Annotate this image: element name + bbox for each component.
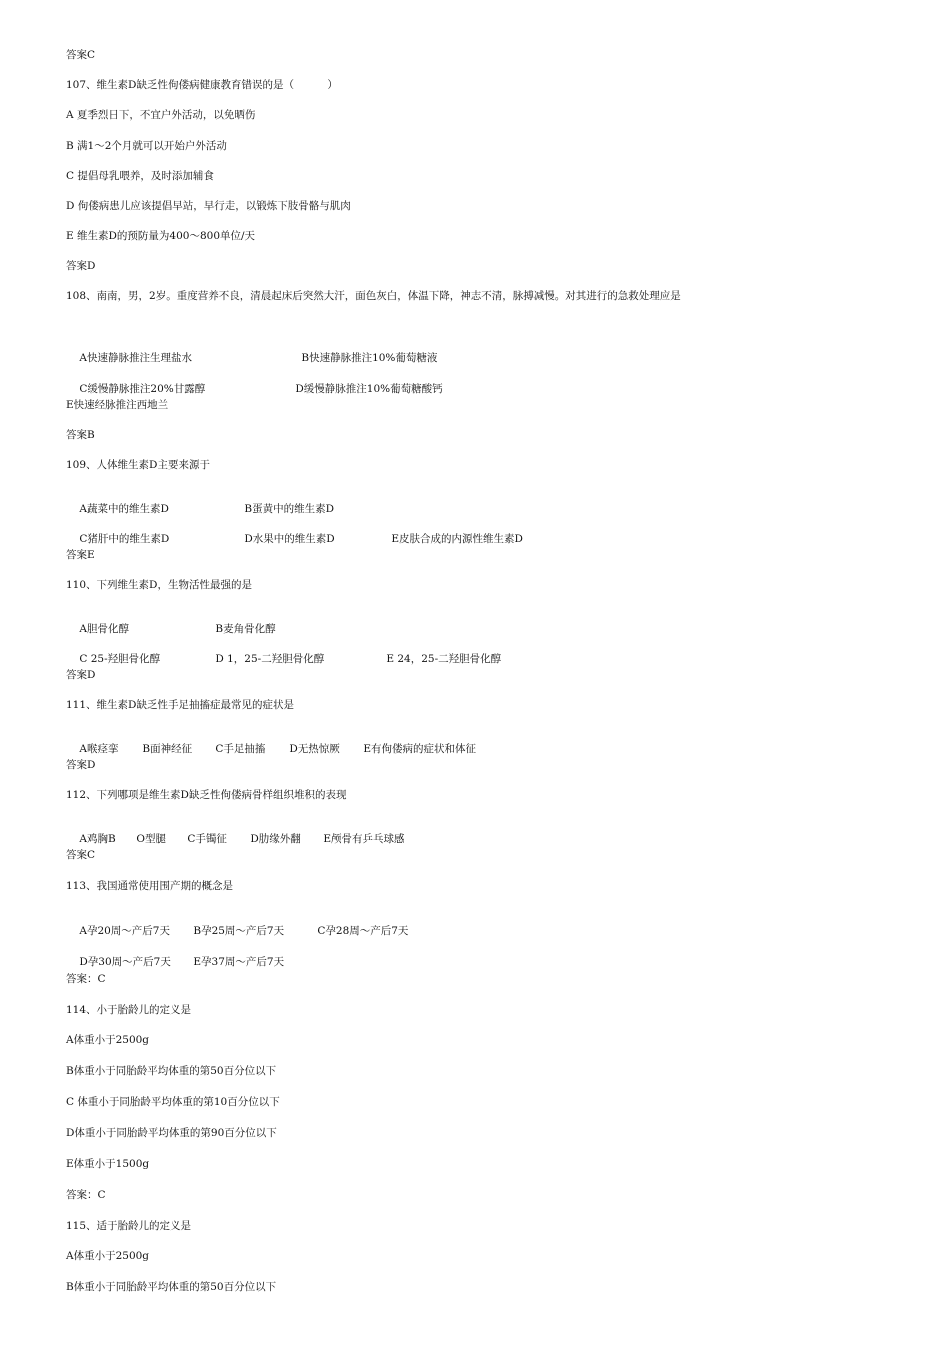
option-text: E孕37周～产后7天 — [193, 956, 285, 968]
option-line — [66, 1064, 276, 1078]
answer-line — [66, 668, 95, 682]
option-line — [66, 199, 351, 213]
question-text: 114、小于胎龄儿的定义是 — [66, 1004, 192, 1016]
question-114-line — [66, 1003, 191, 1017]
option-line — [66, 1249, 149, 1263]
option-line — [66, 1157, 149, 1171]
answer-line — [66, 848, 95, 862]
option-line — [66, 1095, 280, 1109]
option-text: A体重小于2500g — [66, 1250, 150, 1262]
question-text: 111、维生素D缺乏性手足抽搐症最常见的症状是 — [66, 699, 294, 711]
answer-text: 答案D — [66, 669, 96, 681]
answer-text: 答案D — [66, 759, 96, 771]
option-text: B孕25周～产后7天 — [193, 925, 285, 937]
question-text: 107、维生素D缺乏性佝偻病健康教育错误的是（ ） — [66, 79, 338, 91]
option-line — [66, 1033, 149, 1047]
option-text: C缓慢静脉推注20%甘露醇 — [79, 383, 206, 395]
answer-text: 答案D — [66, 260, 96, 272]
question-text: 110、下列维生素D，生物活性最强的是 — [66, 579, 252, 591]
option-line — [66, 1280, 276, 1294]
question-110-line — [66, 578, 252, 592]
answer-line — [66, 972, 106, 986]
answer-line — [66, 758, 95, 772]
question-text: 109、人体维生素D主要来源于 — [66, 459, 210, 471]
question-115-line — [66, 1219, 191, 1233]
question-109-line — [66, 458, 210, 472]
option-text: A蔬菜中的维生素D — [79, 503, 169, 515]
option-text: D肋缘外翻 — [250, 833, 301, 845]
answer-line — [66, 48, 95, 62]
answer-line — [66, 259, 95, 273]
option-text: E颅骨有乒乓球感 — [323, 833, 405, 845]
option-line — [66, 398, 168, 412]
option-text: D 佝偻病患儿应该提倡早站，早行走，以锻炼下肢骨骼与肌肉 — [66, 200, 351, 212]
option-text: C手足抽搐 — [215, 743, 266, 755]
option-line — [66, 139, 227, 153]
option-text: B面神经征 — [142, 743, 193, 755]
answer-text: 答案E — [66, 549, 95, 561]
question-112-line — [66, 788, 346, 802]
option-text: D水果中的维生素D — [244, 533, 335, 545]
option-text: B麦角骨化醇 — [215, 623, 276, 635]
answer-text: 答案B — [66, 429, 95, 441]
option-text: B体重小于同胎龄平均体重的第50百分位以下 — [66, 1281, 277, 1293]
option-text: D无热惊厥 — [289, 743, 340, 755]
answer-line — [66, 548, 95, 562]
option-text: B蛋黄中的维生素D — [244, 503, 334, 515]
option-text: D 1，25-二羟胆骨化醇 — [215, 653, 325, 665]
option-text: E有佝偻病的症状和体征 — [363, 743, 477, 755]
option-text: A胆骨化醇 — [79, 623, 129, 635]
option-text: C 25-羟胆骨化醇 — [79, 653, 161, 665]
option-text: C 提倡母乳喂养，及时添加辅食 — [66, 170, 214, 182]
answer-text: 答案C — [66, 849, 96, 861]
option-text: A喉痉挛 — [79, 743, 119, 755]
option-line — [66, 229, 255, 243]
question-text: 112、下列哪项是维生素D缺乏性佝偻病骨样组织堆积的表现 — [66, 789, 347, 801]
option-text: E皮肤合成的内源性维生素D — [391, 533, 523, 545]
option-text: E 24，25-二羟胆骨化醇 — [386, 653, 502, 665]
option-text: O型腿 — [136, 833, 166, 845]
option-text: D缓慢静脉推注10%葡萄糖酸钙 — [295, 383, 443, 395]
option-text: C孕28周～产后7天 — [317, 925, 409, 937]
question-text: 113、我国通常使用围产期的概念是 — [66, 880, 234, 892]
question-text: 115、适于胎龄儿的定义是 — [66, 1220, 192, 1232]
option-text: A鸡胸B — [79, 833, 116, 845]
option-text: B 满1～2个月就可以开始户外活动 — [66, 140, 227, 152]
option-line — [66, 169, 214, 183]
option-text: E体重小于1500g — [66, 1158, 150, 1170]
option-text: D体重小于同胎龄平均体重的第90百分位以下 — [66, 1127, 277, 1139]
option-text: D孕30周～产后7天 — [79, 956, 171, 968]
option-text: A体重小于2500g — [66, 1034, 150, 1046]
question-111-line — [66, 698, 294, 712]
answer-text: 答案：C — [66, 973, 106, 985]
option-text: E 维生素D的预防量为400～800单位/天 — [66, 230, 256, 242]
option-text: C猪肝中的维生素D — [79, 533, 170, 545]
question-108-line — [66, 289, 681, 303]
option-text: B体重小于同胎龄平均体重的第50百分位以下 — [66, 1065, 277, 1077]
option-text: A 夏季烈日下，不宜户外活动，以免晒伤 — [66, 109, 256, 121]
option-text: A孕20周～产后7天 — [79, 925, 170, 937]
option-line — [66, 638, 501, 680]
option-text: A快速静脉推注生理盐水 — [79, 352, 192, 364]
option-text: B快速静脉推注10%葡萄糖液 — [301, 352, 438, 364]
option-line — [66, 728, 476, 770]
question-113-line — [66, 879, 233, 893]
answer-line — [66, 1188, 106, 1202]
option-line — [66, 108, 255, 122]
option-text: C手镯征 — [187, 833, 227, 845]
option-line — [66, 1126, 277, 1140]
option-line — [66, 518, 523, 560]
option-text: E快速经脉推注西地兰 — [66, 399, 169, 411]
answer-text: 答案：C — [66, 1189, 106, 1201]
option-line — [66, 818, 405, 860]
text-segment: 答案C — [66, 49, 96, 61]
option-text: C 体重小于同胎龄平均体重的第10百分位以下 — [66, 1096, 280, 1108]
question-107-line — [66, 78, 338, 92]
question-text: 108、南南，男，2岁。重度营养不良，清晨起床后突然大汗，面色灰白，体温下降，神志不清，脉搏减慢。对其进行的急救处理应是 — [66, 290, 681, 302]
answer-line — [66, 428, 95, 442]
